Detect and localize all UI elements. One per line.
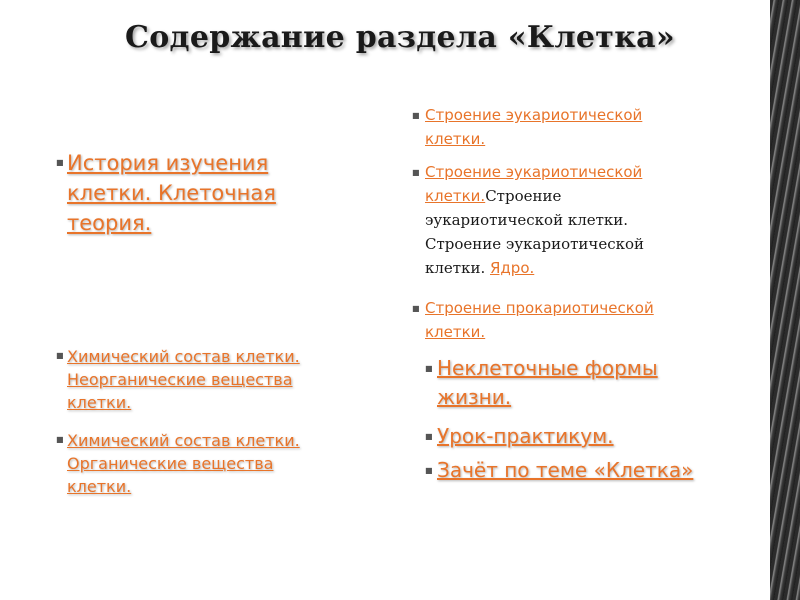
right-item-noncellular — [437, 354, 658, 412]
link-euk1-l2[interactable]: клетки. — [425, 130, 486, 148]
link-test[interactable]: Зачёт по теме «Клетка» — [437, 458, 694, 482]
link-inorganic-l1[interactable]: Химический состав клетки. — [67, 347, 300, 366]
bullet-icon: ■ — [425, 432, 433, 441]
link-organic-l3[interactable]: клетки. — [67, 477, 132, 496]
link-nucleus[interactable]: Ядро. — [490, 259, 535, 277]
right-item-eukaryotic-1 — [425, 103, 642, 151]
slide-title: Содержание раздела «Клетка» — [125, 20, 675, 55]
bullet-icon: ■ — [56, 158, 64, 167]
link-history-l2[interactable]: клетки. Клеточная — [67, 181, 276, 205]
bullet-icon: ■ — [425, 364, 433, 373]
link-noncellular-l2[interactable]: жизни. — [437, 385, 512, 409]
link-organic-l1[interactable]: Химический состав клетки. — [67, 431, 300, 450]
link-noncellular-l1[interactable]: Неклеточные формы — [437, 356, 658, 380]
decorative-stripe — [770, 0, 800, 600]
link-inorganic-l3[interactable]: клетки. — [67, 393, 132, 412]
left-item-history — [67, 148, 276, 238]
bullet-icon: ■ — [56, 351, 64, 360]
bullet-icon: ■ — [412, 304, 420, 313]
bullet-icon: ■ — [412, 111, 420, 120]
euk2-text-l5: клетки. — [425, 259, 490, 277]
right-item-test — [437, 456, 693, 485]
link-inorganic-l2[interactable]: Неорганические вещества — [67, 370, 293, 389]
link-euk2-l2[interactable]: клетки. — [425, 187, 486, 205]
left-item-inorganic — [67, 345, 300, 414]
link-euk1-l1[interactable]: Строение эукариотической — [425, 106, 643, 124]
right-item-eukaryotic-2 — [425, 160, 644, 280]
bullet-icon: ■ — [412, 168, 420, 177]
link-history-l1[interactable]: История изучения — [67, 151, 269, 175]
bullet-icon: ■ — [56, 435, 64, 444]
bullet-icon: ■ — [425, 466, 433, 475]
euk2-text-l3: эукариотической клетки. — [425, 211, 629, 229]
link-prok-l2[interactable]: клетки. — [425, 323, 486, 341]
left-item-organic — [67, 429, 300, 498]
right-item-practicum — [437, 422, 614, 451]
euk2-text-l2: Строение — [485, 187, 562, 205]
link-euk2-l1[interactable]: Строение эукариотической — [425, 163, 643, 181]
link-practicum[interactable]: Урок-практикум. — [437, 424, 614, 448]
right-item-prokaryotic — [425, 296, 654, 344]
link-prok-l1[interactable]: Строение прокариотической — [425, 299, 654, 317]
link-history-l3[interactable]: теория. — [67, 211, 152, 235]
link-organic-l2[interactable]: Органические вещества — [67, 454, 274, 473]
euk2-text-l4: Строение эукариотической — [425, 235, 644, 253]
